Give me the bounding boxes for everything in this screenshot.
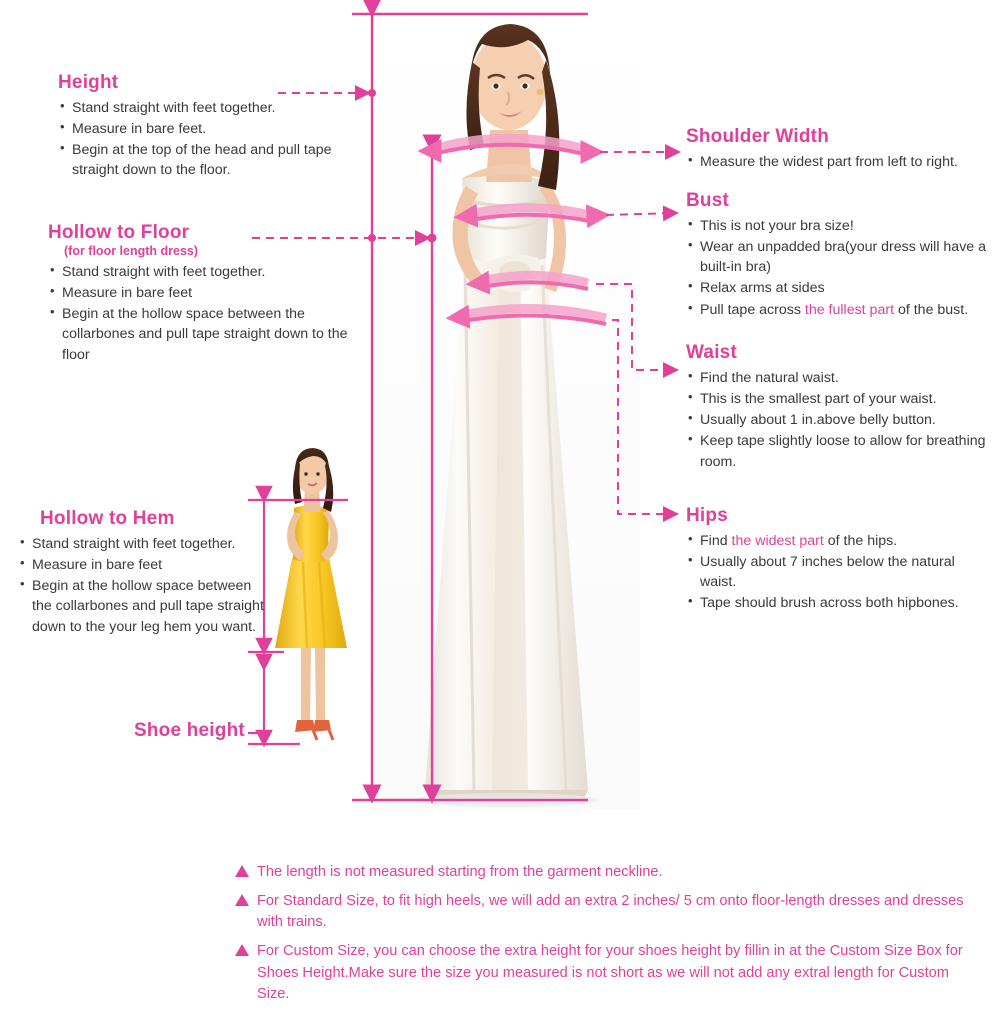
hips-highlight: the widest part [731,533,824,549]
section-shoe-height [134,720,245,742]
model-main-illustration [370,0,640,810]
section-shoulder-width [686,126,996,173]
warning-triangle-icon [235,894,249,906]
list-item: • Wear an unpadded bra(your dress will have a built-in bra) [686,237,998,277]
warning-triangle-icon [235,944,249,956]
list-item: • Find the natural waist. [686,368,992,388]
section-hollow-to-hem-title: Hollow to Hem [40,508,175,529]
section-shoe-height-title: Shoe height [134,720,245,741]
warning-triangle-icon [235,865,249,877]
section-hollow-to-floor [48,222,348,366]
note-text: For Custom Size, you can choose the extra height for your shoes height by fillin in at the Custom Size Box for Shoes Height.Make sure the size you measured is not short as we will not add any extral length for Custom Size. [257,943,963,1002]
section-hollow-to-floor-list [48,262,348,365]
section-hollow-to-floor-title: Hollow to Floor [48,222,190,243]
section-waist [686,342,992,473]
list-item: • Begin at the hollow space between the collarbones and pull tape straight down to the floor [48,304,348,364]
note-item [235,891,975,933]
section-bust-title: Bust [686,190,730,211]
note-item [235,941,975,1004]
note-item [235,862,975,883]
section-shoulder-width-list [686,152,996,172]
list-item: • Relax arms at sides [686,278,998,298]
list-item: • Measure in bare feet. [58,119,358,139]
list-item: • Measure in bare feet [48,283,348,303]
section-height-title: Height [58,72,119,93]
section-hips-list [686,531,992,614]
section-shoulder-width-title: Shoulder Width [686,126,829,147]
list-item: • Usually about 7 inches below the natural waist. [686,552,992,592]
list-item-bust-fullest: • Pull tape across the fullest part of the bust. [686,300,998,320]
list-item: • Keep tape slightly loose to allow for breathing room. [686,431,992,471]
list-item: • This is not your bra size! [686,216,998,236]
footer-notes [235,862,975,1013]
section-hollow-to-hem [18,508,264,638]
section-height [58,72,358,182]
list-item: • Stand straight with feet together. [18,534,264,554]
section-hips [686,505,992,615]
section-hollow-to-hem-list [18,534,264,637]
list-item: • Stand straight with feet together. [58,98,358,118]
section-waist-list [686,368,992,472]
note-text: For Standard Size, to fit high heels, we will add an extra 2 inches/ 5 cm onto floor-length dresses and dresses with trains. [257,893,964,931]
list-item: • Measure in bare feet [18,555,264,575]
section-height-list [58,98,358,181]
section-hollow-to-floor-subtitle: (for floor length dress) [64,244,199,258]
model-small-illustration [255,440,370,755]
list-item: • Measure the widest part from left to right. [686,152,996,172]
list-item: • This is the smallest part of your waist. [686,389,992,409]
list-item: • Usually about 1 in.above belly button. [686,410,992,430]
list-item: • Stand straight with feet together. [48,262,348,282]
section-waist-title: Waist [686,342,737,363]
list-item: • Tape should brush across both hipbones. [686,593,992,613]
list-item: • Begin at the hollow space between the collarbones and pull tape straight down to the your leg hem you want. [18,576,264,636]
list-item-hips-widest: • Find the widest part of the hips. [686,531,992,551]
section-hips-title: Hips [686,505,728,526]
list-item: • Begin at the top of the head and pull tape straight down to the floor. [58,140,358,180]
note-text: The length is not measured starting from the garment neckline. [257,864,663,880]
section-bust-list [686,216,998,320]
bust-highlight: the fullest part [804,301,895,318]
section-bust [686,190,998,321]
